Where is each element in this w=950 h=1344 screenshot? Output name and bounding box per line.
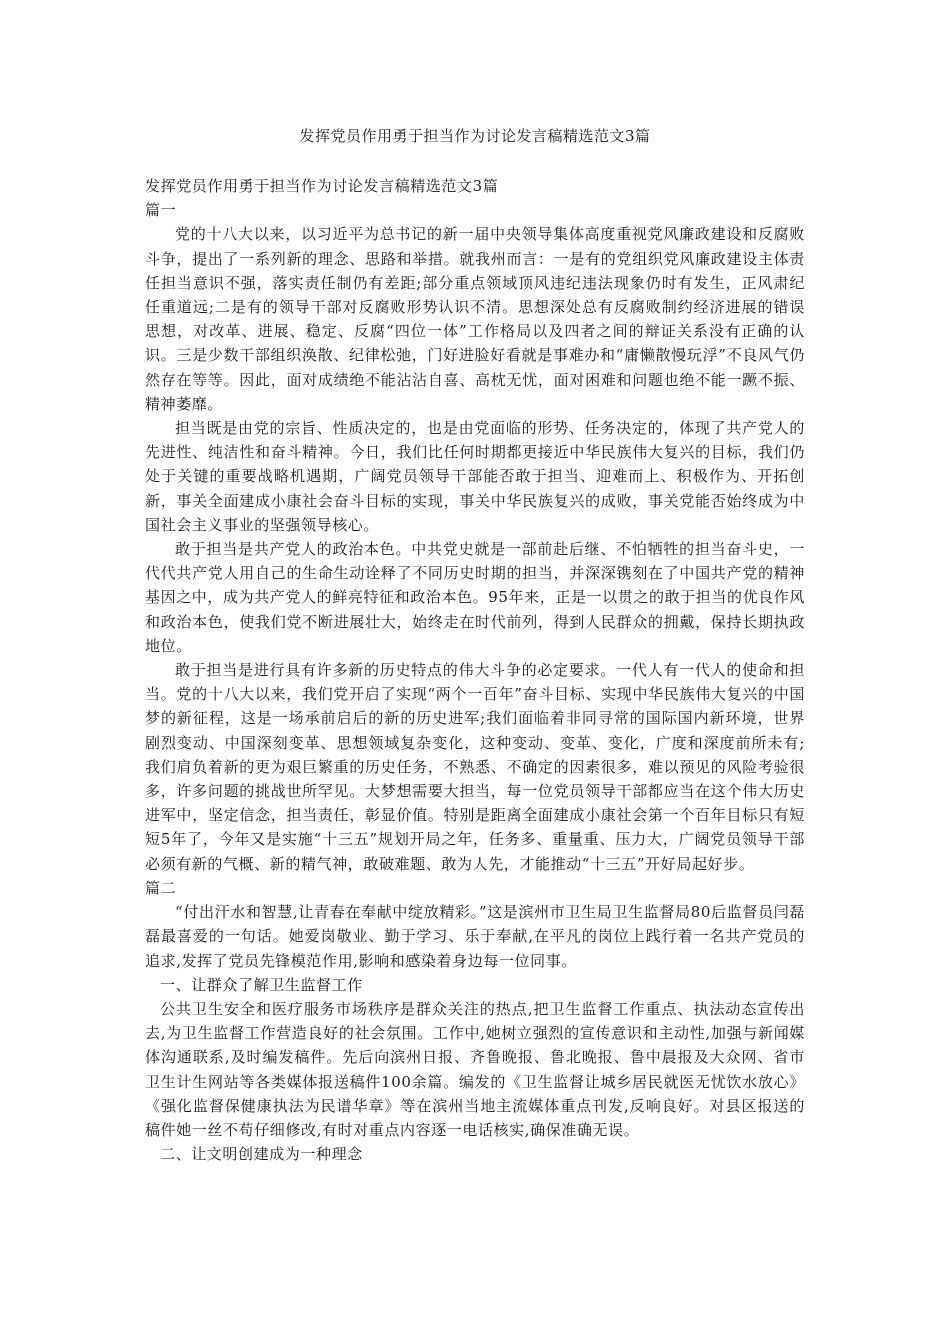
section-2-subtext-1: 公共卫生安全和医疗服务市场秩序是群众关注的热点,把卫生监督工作重点、执法动态宣传出去,为卫生监督工作营造良好的社会氛围。工作中,她树立强烈的宣传意识和主动性,加强与新闻媒体沟通联系,及时编发稿件。先后向滨州日报、齐鲁晚报、鲁北晚报、鲁中晨报及大众网、省市卫生计生网站等各类媒体报送稿件100余篇。编发的《卫生监督让城乡居民就医无忧饮水放心》《强化监督保健康执法为民谱华章》等在滨州当地主流媒体重点刊发,反响良好。对县区报送的稿件她一丝不苟仔细修改,有时对重点内容逐一电话核实,确保准确无误。 [145, 999, 805, 1139]
section-1-heading: 篇一 [145, 201, 177, 220]
section-1-paragraph-1: 党的十八大以来，以习近平为总书记的新一届中央领导集体高度重视党风廉政建设和反腐败斗争，提出了一系列新的理念、思路和举措。就我州而言：一是有的党组织党风廉政建设主体责任担当意识不强，落实责任制仍有差距;部分重点领域顶风违纪违法现象仍时有发生，正风肃纪任重道远;二是有的领导干部对反腐败形势认识不清。思想深处总有反腐败制约经济进展的错误思想，对改革、进展、稳定、反腐“四位一体”工作格局以及四者之间的辩证关系没有正确的认识。三是少数干部组织涣散、纪律松弛，门好进脸好看就是事难办和“庸懒散慢玩浮”不良风气仍然存在等等。因此，面对成绩绝不能沾沾自喜、高枕无忧，面对困难和问题也绝不能一蹶不振、精神萎靡。 [145, 225, 805, 413]
section-2-intro: “付出汗水和智慧,让青春在奉献中绽放精彩。”这是滨州市卫生局卫生监督局80后监督员闫磊磊最喜爱的一句话。她爱岗敬业、勤于学习、乐于奉献,在平凡的岗位上践行着一名共产党员的追求,发挥了党员先锋模范作用,影响和感染着身边每一位同事。 [145, 903, 805, 970]
document-title: 发挥党员作用勇于担当作为讨论发言稿精选范文3篇 [299, 127, 651, 145]
document-subtitle: 发挥党员作用勇于担当作为讨论发言稿精选范文3篇 [145, 177, 499, 195]
section-2-subheading-1: 一、让群众了解卫生监督工作 [160, 975, 363, 994]
document-body [145, 174, 805, 1166]
section-2-heading: 篇二 [145, 878, 177, 897]
section-1-paragraph-4: 敢于担当是进行具有许多新的历史特点的伟大斗争的必定要求。一代人有一代人的使命和担当。党的十八大以来，我们党开启了实现“两个一百年”奋斗目标、实现中华民族伟大复兴的中国梦的新征程，这是一场承前启后的新的历史进军;我们面临着非同寻常的国际国内新环境，世界剧烈变动、中国深刻变革、思想领域复杂变化，这种变动、变革、变化，广度和深度前所未有;我们肩负着新的更为艰巨繁重的历史任务，不熟悉、不确定的因素很多，难以预见的风险考验很多，许多问题的挑战世所罕见。大梦想需要大担当，每一位党员领导干部都应当在这个伟大历史进军中，坚定信念，担当责任，彰显价值。特别是距离全面建成小康社会第一个百年目标只有短短5年了，今年又是实施“十三五”规划开局之年，任务多、重量重、压力大，广阔党员领导干部必须有新的气概、新的精气神，敢破难题、敢为人先，才能推动“十三五”开好局起好步。 [145, 661, 805, 873]
section-2-subheading-2: 二、让文明创建成为一种理念 [160, 1145, 363, 1164]
section-1-paragraph-3: 敢于担当是共产党人的政治本色。中共党史就是一部前赴后继、不怕牺牲的担当奋斗史，一代代共产党人用自己的生命生动诠释了不同历史时期的担当，并深深镌刻在了中国共产党的精神基因之中，成为共产党人的鲜亮特征和政治本色。95年来，正是一以贯之的敢于担当的优良作风和政治本色，使我们党不断进展壮大，始终走在时代前列，得到人民群众的拥戴，保持长期执政地位。 [145, 540, 805, 655]
section-1-paragraph-2: 担当既是由党的宗旨、性质决定的，也是由党面临的形势、任务决定的，体现了共产党人的先进性、纯洁性和奋斗精神。今日，我们比任何时期都更接近中华民族伟大复兴的目标，我们仍处于关键的重要战略机遇期，广阔党员领导干部能否敢于担当、迎难而上、积极作为、开拓创新，事关全面建成小康社会奋斗目标的实现，事关中华民族复兴的成败，事关党能否始终成为中国社会主义事业的坚强领导核心。 [145, 419, 805, 534]
